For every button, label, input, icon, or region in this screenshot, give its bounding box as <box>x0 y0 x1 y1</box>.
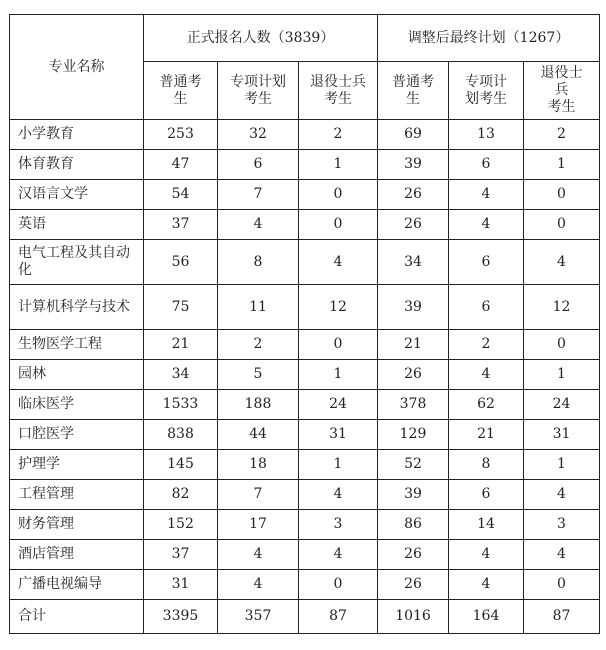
value-cell: 12 <box>524 285 600 330</box>
header-subcol: 退役士 兵 考生 <box>524 62 600 120</box>
value-cell: 24 <box>524 390 600 420</box>
value-cell: 87 <box>299 600 378 634</box>
value-cell: 86 <box>378 510 449 540</box>
value-cell: 21 <box>144 330 218 360</box>
header-subcol: 普通考 生 <box>378 62 449 120</box>
value-cell: 164 <box>449 600 524 634</box>
value-cell: 4 <box>218 540 299 570</box>
value-cell: 0 <box>524 570 600 600</box>
value-cell: 39 <box>378 480 449 510</box>
value-cell: 4 <box>524 540 600 570</box>
major-name-cell: 合计 <box>10 600 144 634</box>
value-cell: 1 <box>299 450 378 480</box>
value-cell: 31 <box>144 570 218 600</box>
value-cell: 69 <box>378 120 449 150</box>
value-cell: 39 <box>378 150 449 180</box>
value-cell: 5 <box>218 360 299 390</box>
value-cell: 838 <box>144 420 218 450</box>
major-name-cell: 临床医学 <box>10 390 144 420</box>
value-cell: 26 <box>378 180 449 210</box>
value-cell: 17 <box>218 510 299 540</box>
value-cell: 11 <box>218 285 299 330</box>
value-cell: 4 <box>299 480 378 510</box>
value-cell: 4 <box>524 480 600 510</box>
value-cell: 14 <box>449 510 524 540</box>
value-cell: 32 <box>218 120 299 150</box>
value-cell: 39 <box>378 285 449 330</box>
value-cell: 26 <box>378 210 449 240</box>
value-cell: 18 <box>218 450 299 480</box>
major-name-cell: 广播电视编导 <box>10 570 144 600</box>
header-group-registered: 正式报名人数（3839） <box>144 15 378 62</box>
major-name-cell: 财务管理 <box>10 510 144 540</box>
value-cell: 54 <box>144 180 218 210</box>
value-cell: 152 <box>144 510 218 540</box>
value-cell: 47 <box>144 150 218 180</box>
table-row <box>10 450 600 480</box>
value-cell: 2 <box>299 120 378 150</box>
value-cell: 188 <box>218 390 299 420</box>
header-subcol: 普通考 生 <box>144 62 218 120</box>
table-row <box>10 330 600 360</box>
value-cell: 26 <box>378 570 449 600</box>
value-cell: 44 <box>218 420 299 450</box>
value-cell: 0 <box>299 210 378 240</box>
major-name-cell: 口腔医学 <box>10 420 144 450</box>
value-cell: 12 <box>299 285 378 330</box>
table-row <box>10 390 600 420</box>
table-row <box>10 210 600 240</box>
value-cell: 0 <box>299 180 378 210</box>
table-row <box>10 540 600 570</box>
table-row <box>10 420 600 450</box>
value-cell: 378 <box>378 390 449 420</box>
table-row <box>10 360 600 390</box>
table-row <box>10 480 600 510</box>
header-subcol: 专项计划 考生 <box>218 62 299 120</box>
value-cell: 4 <box>449 210 524 240</box>
major-name-cell: 护理学 <box>10 450 144 480</box>
value-cell: 34 <box>144 360 218 390</box>
value-cell: 4 <box>449 570 524 600</box>
value-cell: 31 <box>524 420 600 450</box>
value-cell: 6 <box>449 150 524 180</box>
header-subcol: 退役士兵 考生 <box>299 62 378 120</box>
value-cell: 62 <box>449 390 524 420</box>
value-cell: 3 <box>299 510 378 540</box>
table-row <box>10 285 600 330</box>
value-cell: 6 <box>218 150 299 180</box>
value-cell: 82 <box>144 480 218 510</box>
value-cell: 253 <box>144 120 218 150</box>
major-name-cell: 计算机科学与技术 <box>10 285 144 330</box>
value-cell: 21 <box>449 420 524 450</box>
header-group-final-plan: 调整后最终计划（1267） <box>378 15 600 62</box>
major-name-cell: 园林 <box>10 360 144 390</box>
value-cell: 56 <box>144 240 218 285</box>
table-row <box>10 180 600 210</box>
enrollment-table <box>9 14 600 634</box>
value-cell: 3 <box>524 510 600 540</box>
table-row <box>10 510 600 540</box>
value-cell: 24 <box>299 390 378 420</box>
value-cell: 4 <box>299 540 378 570</box>
value-cell: 4 <box>524 240 600 285</box>
value-cell: 1 <box>299 360 378 390</box>
value-cell: 4 <box>449 540 524 570</box>
value-cell: 145 <box>144 450 218 480</box>
value-cell: 6 <box>449 285 524 330</box>
value-cell: 87 <box>524 600 600 634</box>
value-cell: 26 <box>378 360 449 390</box>
value-cell: 4 <box>449 180 524 210</box>
value-cell: 1533 <box>144 390 218 420</box>
value-cell: 1016 <box>378 600 449 634</box>
major-name-cell: 英语 <box>10 210 144 240</box>
value-cell: 4 <box>299 240 378 285</box>
value-cell: 1 <box>524 450 600 480</box>
value-cell: 34 <box>378 240 449 285</box>
value-cell: 13 <box>449 120 524 150</box>
value-cell: 6 <box>449 480 524 510</box>
value-cell: 37 <box>144 540 218 570</box>
value-cell: 4 <box>218 210 299 240</box>
value-cell: 8 <box>218 240 299 285</box>
table-row <box>10 150 600 180</box>
major-name-cell: 酒店管理 <box>10 540 144 570</box>
value-cell: 7 <box>218 480 299 510</box>
value-cell: 0 <box>524 210 600 240</box>
value-cell: 4 <box>218 570 299 600</box>
table-row <box>10 120 600 150</box>
value-cell: 0 <box>524 180 600 210</box>
value-cell: 129 <box>378 420 449 450</box>
major-name-cell: 工程管理 <box>10 480 144 510</box>
header-subcol: 专项计 划考生 <box>449 62 524 120</box>
value-cell: 0 <box>299 570 378 600</box>
major-name-cell: 汉语言文学 <box>10 180 144 210</box>
value-cell: 357 <box>218 600 299 634</box>
value-cell: 4 <box>449 360 524 390</box>
value-cell: 3395 <box>144 600 218 634</box>
value-cell: 0 <box>524 330 600 360</box>
value-cell: 2 <box>218 330 299 360</box>
value-cell: 0 <box>299 330 378 360</box>
major-name-cell: 体育教育 <box>10 150 144 180</box>
value-cell: 21 <box>378 330 449 360</box>
major-name-cell: 电气工程及其自动化 <box>10 240 144 285</box>
value-cell: 8 <box>449 450 524 480</box>
value-cell: 26 <box>378 540 449 570</box>
table-row <box>10 240 600 285</box>
header-major: 专业名称 <box>10 15 144 120</box>
value-cell: 1 <box>299 150 378 180</box>
value-cell: 31 <box>299 420 378 450</box>
value-cell: 2 <box>449 330 524 360</box>
major-name-cell: 生物医学工程 <box>10 330 144 360</box>
value-cell: 6 <box>449 240 524 285</box>
value-cell: 37 <box>144 210 218 240</box>
value-cell: 75 <box>144 285 218 330</box>
value-cell: 2 <box>524 120 600 150</box>
value-cell: 7 <box>218 180 299 210</box>
value-cell: 1 <box>524 150 600 180</box>
major-name-cell: 小学教育 <box>10 120 144 150</box>
header-row-groups <box>10 15 600 62</box>
value-cell: 52 <box>378 450 449 480</box>
total-row <box>10 600 600 634</box>
value-cell: 1 <box>524 360 600 390</box>
table-row <box>10 570 600 600</box>
